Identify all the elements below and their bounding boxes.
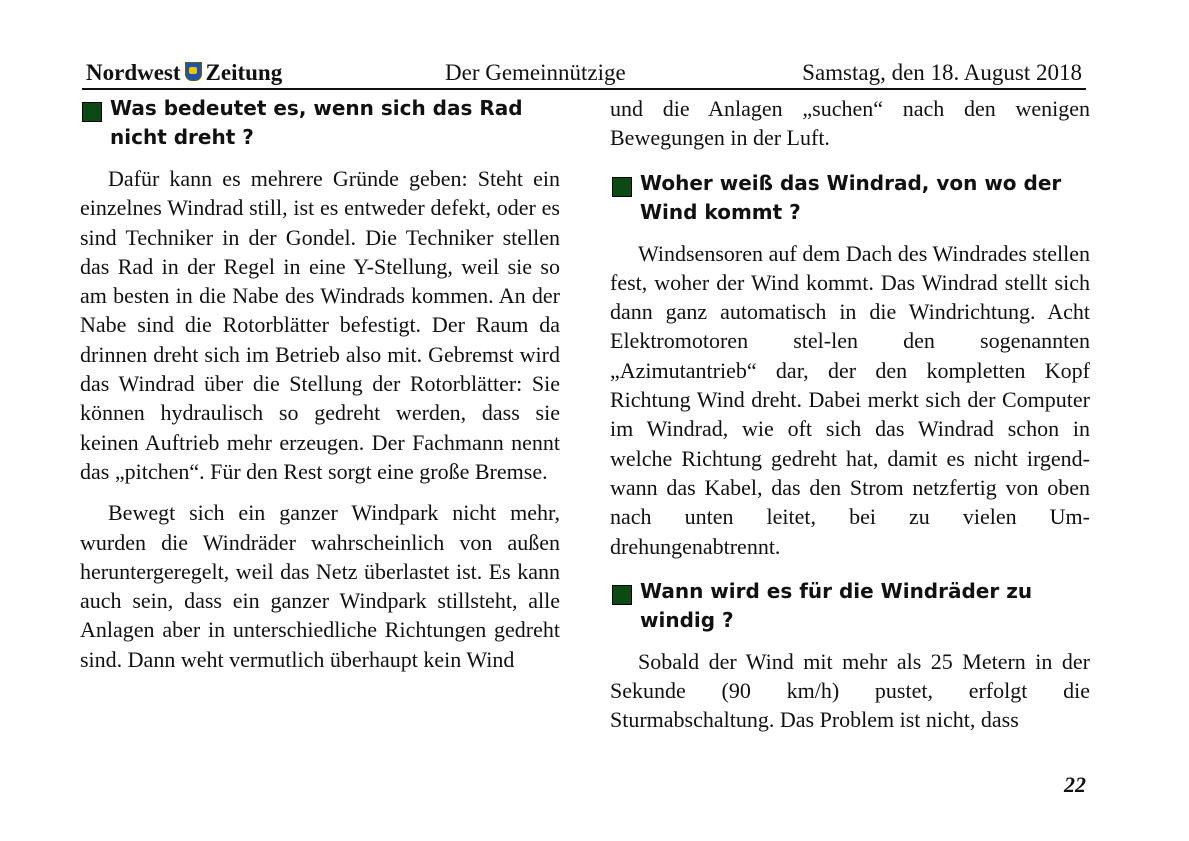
issue-date: Samstag, den 18. August 2018 [802,60,1082,85]
paragraph: Bewegt sich ein ganzer Windpark nicht mehr, wurden die Windräder wahrscheinlich von außen heruntergeregelt, weil das Netz überlastet ist. Es kann auch sein, dass ein ganzer Windpark stillsteht, alle Anlagen aber in unterschiedliche Richtungen gedreht sind. Dann weht vermutlich überhaupt kein Wind [80,500,560,672]
square-bullet-icon [612,177,632,197]
section-heading-too-windy [610,577,1090,635]
newspaper-brand [86,60,282,86]
page-header [82,56,1086,90]
section-heading-text: Woher weiß das Windrad, von wo der Wind kommt ? [640,170,1062,224]
paragraph: Sobald der Wind mit mehr als 25 Metern in der Sekunde (90 km/h) pustet, erfolgt die Sturmabschaltung. Das Problem ist nicht, dass [610,648,1090,733]
brand-right: Zeitung [205,60,283,85]
section-heading-rad [80,94,560,152]
square-bullet-icon [82,102,102,122]
square-bullet-icon [612,585,632,605]
left-column [80,94,560,674]
page-number: 22 [1064,772,1086,797]
paragraph: Windsensoren auf dem Dach des Windrades stellen fest, woher der Wind kommt. Das Windrad stellt sich dann ganz automatisch in die Windrichtung. Acht Elektromotoren stel-len den sogenannten „Azimutantrieb“ dar, der den kompletten Kopf Richtung Wind dreht. Dabei merkt sich der Computer im Windrad, wie oft sich das Windrad schon in welche Richtung gedreht hat, damit es nicht irgend-wann das Kabel, das den Strom netzfertig von oben nach unten leitet, bei zu vielen Um-drehungenabtrennt. [610,240,1090,559]
section-heading-text: Wann wird es für die Windräder zu windig ? [640,578,1033,632]
paragraph-continuation: und die Anlagen „suchen“ nach den wenigen Bewegungen in der Luft. [610,96,1090,151]
publication-name: Der Gemeinnützige [445,60,626,85]
right-column [610,94,1090,735]
brand-left: Nordwest [86,60,181,85]
paragraph: Dafür kann es mehrere Gründe geben: Steht ein einzelnes Windrad still, ist es entweder defekt, oder es sind Techniker in der Gondel. Die Techniker stellen das Rad in der Regel in eine Y-Stellung, weil sie so am besten in die Nabe des Windrads kommen. An der Nabe sind die Rotorblätter befestigt. Der Raum da drinnen dreht sich im Betrieb also mit. Gebremst wird das Windrad über die Stellung der Rotorblätter: Sie können hydraulisch so gedreht werden, dass sie keinen Auftrieb mehr erzeugen. Der Fachmann nennt das „pitchen“. Für den Rest sorgt eine große Bremse. [80,166,560,484]
section-heading-wind-direction [610,169,1090,227]
crest-icon [185,62,202,81]
section-heading-text: Was bedeutet es, wenn sich das Rad nicht dreht ? [110,96,523,149]
